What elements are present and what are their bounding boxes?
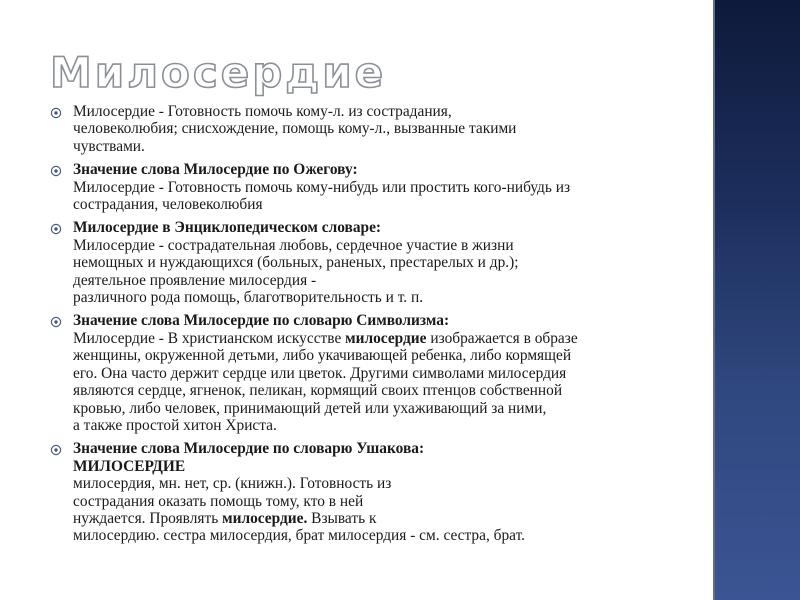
bullet-line	[73, 400, 660, 417]
line-bold-text: милосердие.	[222, 509, 308, 527]
bullet-line	[73, 330, 660, 347]
bullet-line	[73, 475, 660, 492]
line-text: Милосердие - В христианском искусстве	[73, 329, 346, 347]
bullet-line	[73, 417, 660, 434]
bullet-item	[50, 219, 660, 306]
bullet-line	[73, 120, 660, 137]
bullet-line	[73, 382, 660, 399]
bullet-target-icon	[50, 444, 62, 456]
bullet-line	[73, 289, 660, 306]
side-band-decoration	[713, 0, 800, 600]
line-bold-text: Милосердие в Энциклопедическом словаре:	[73, 219, 382, 237]
bullet-line	[73, 161, 660, 178]
bullet-line	[73, 440, 660, 457]
line-text: Милосердие - Готовность помочь кому-нибудь или простить кого-нибудь из	[73, 178, 571, 196]
bullet-line	[73, 254, 660, 271]
bullet-item	[50, 161, 660, 213]
line-bold-text: Значение слова Милосердие по словарю Символизма:	[73, 312, 450, 330]
slide-title: Милосердие	[50, 48, 387, 97]
line-text: милосердию. сестра милосердия, брат милосердия - см. сестра, брат.	[73, 527, 526, 545]
bullet-line	[73, 219, 660, 236]
line-text: сострадания, человеколюбия	[73, 196, 263, 214]
bullet-line	[73, 237, 660, 254]
bullet-line	[73, 527, 660, 544]
bullet-line	[73, 458, 660, 475]
bullet-line	[73, 510, 660, 527]
line-text: являются сердце, ягненок, пеликан, кормящий своих птенцов собственной	[73, 382, 563, 400]
line-text: немощных и нуждающихся (больных, раненых, престарелых и др.);	[73, 254, 519, 272]
slide-content	[50, 103, 660, 551]
line-bold-text: Значение слова Милосердие по Ожегову:	[73, 161, 358, 179]
bullet-item	[50, 103, 660, 155]
line-text-after: изображается в образе	[426, 329, 578, 347]
bullet-target-icon	[50, 223, 62, 235]
line-text: чувствами.	[73, 137, 145, 155]
bullet-line	[73, 347, 660, 364]
bullet-item	[50, 312, 660, 434]
bullet-item	[50, 440, 660, 544]
line-text: Милосердие - Готовность помочь кому-л. из сострадания,	[73, 103, 452, 120]
side-band-edge	[713, 0, 715, 600]
line-text: женщины, окруженной детьми, либо укачивающей ребенка, либо кормящей	[73, 347, 572, 365]
line-text: кровью, либо человек, принимающий детей или ухаживающий за ними,	[73, 399, 547, 417]
line-text: Милосердие - сострадательная любовь, сердечное участие в жизни	[73, 236, 514, 254]
line-bold-text: милосердие	[345, 329, 427, 347]
bullet-line	[73, 272, 660, 289]
bullet-line	[73, 103, 660, 120]
bullet-line	[73, 138, 660, 155]
line-text-after: Взывать к	[307, 509, 377, 527]
bullet-line	[73, 179, 660, 196]
bullet-line	[73, 312, 660, 329]
bullet-target-icon	[50, 316, 62, 328]
bullet-line	[73, 196, 660, 213]
line-text: нуждается. Проявлять	[73, 509, 223, 527]
line-bold-text: МИЛОСЕРДИЕ	[73, 457, 186, 475]
bullet-target-icon	[50, 165, 62, 177]
bullet-target-icon	[50, 107, 62, 119]
bullet-line	[73, 493, 660, 510]
line-text: различного рода помощь, благотворительность и т. п.	[73, 289, 424, 307]
bullet-line	[73, 365, 660, 382]
line-text: а также простой хитон Христа.	[73, 416, 277, 434]
line-text: человеколюбия; снисхождение, помощь кому-л., вызванные такими	[73, 120, 517, 138]
line-text: деятельное проявление милосердия -	[73, 271, 317, 289]
line-text: милосердия, мн. нет, ср. (книжн.). Готовность из	[73, 475, 392, 493]
line-text: его. Она часто держит сердце или цветок. Другими символами милосердия	[73, 364, 567, 382]
line-bold-text: Значение слова Милосердие по словарю Ушакова:	[73, 440, 425, 458]
line-text: сострадания оказать помощь тому, кто в ней	[73, 492, 364, 510]
